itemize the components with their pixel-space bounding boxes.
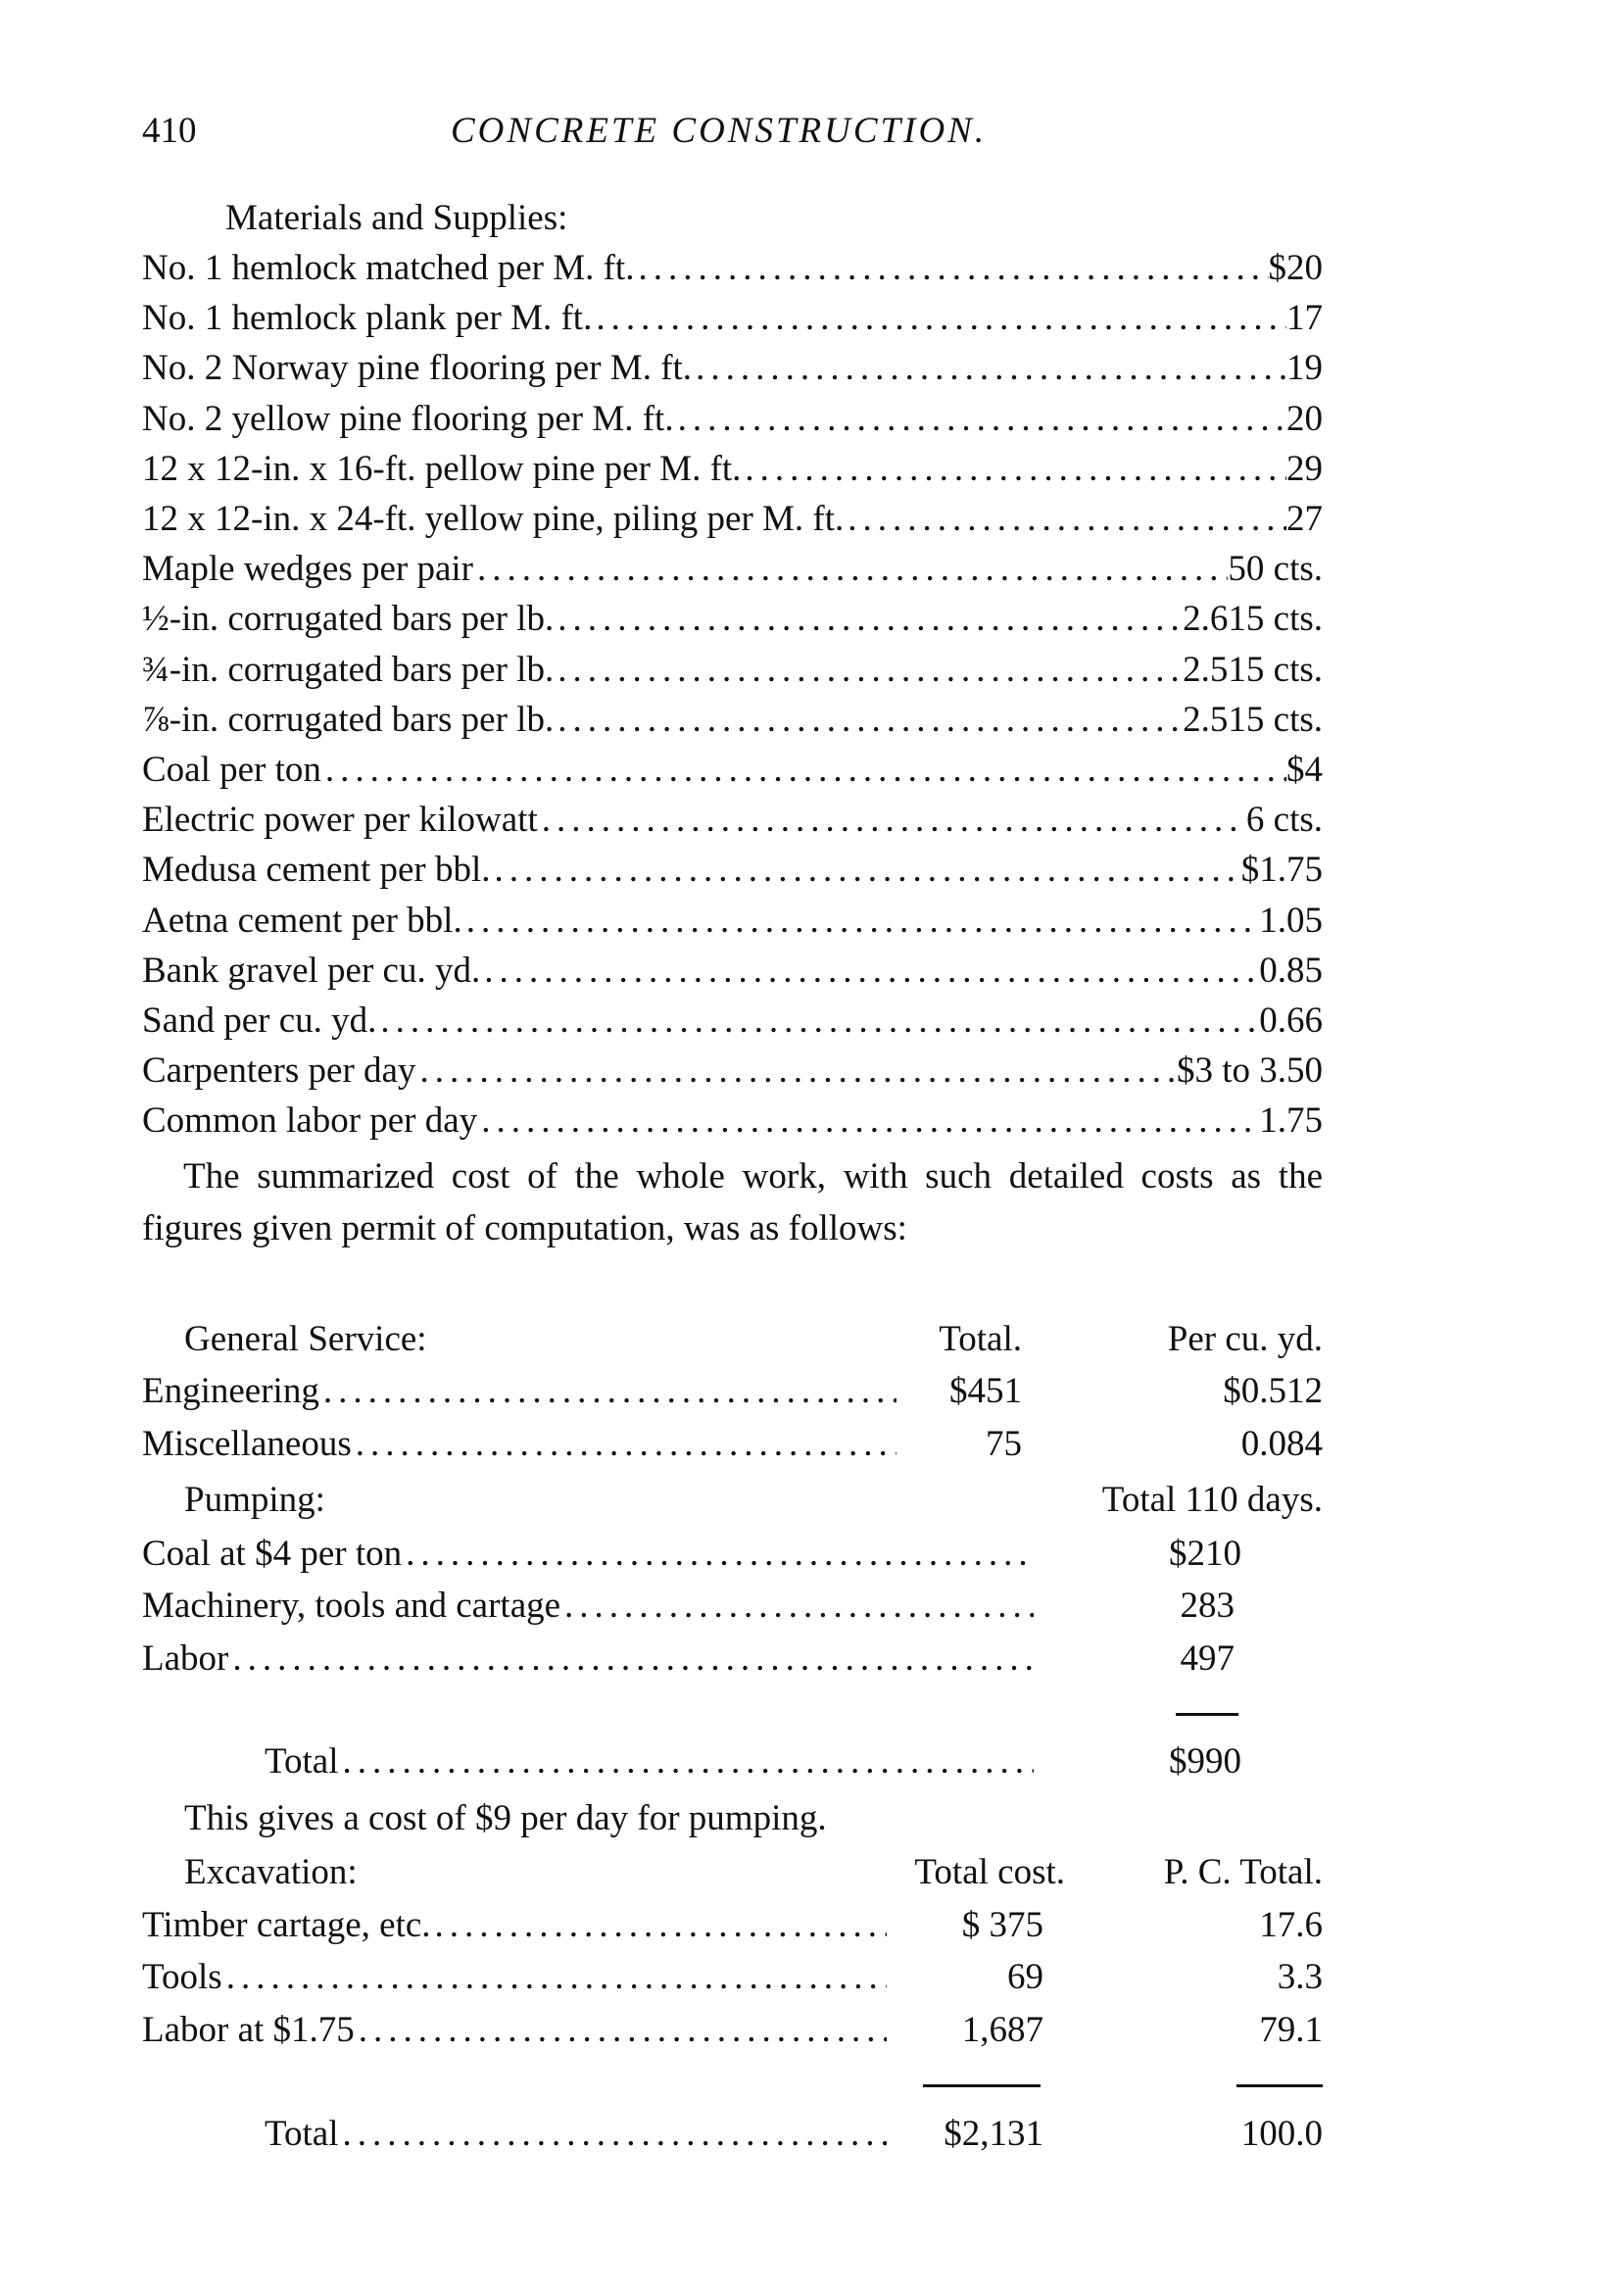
summary-paragraph: The summarized cost of the whole work, with such detailed costs as the figures given permit of computation, was as follows: bbox=[142, 1156, 1323, 1248]
item-label: Bank gravel per cu. yd. bbox=[142, 950, 481, 991]
material-item bbox=[142, 645, 1323, 696]
excavation-row bbox=[142, 2005, 887, 2056]
pumping-row bbox=[142, 1581, 1034, 1632]
item-label: Electric power per kilowatt bbox=[142, 800, 538, 841]
item-label: No. 1 hemlock plank per M. ft. bbox=[142, 298, 593, 339]
leader-dots bbox=[376, 996, 1259, 1047]
excavation-row bbox=[142, 1900, 887, 1951]
leader-dots bbox=[844, 494, 1286, 545]
excavation-row bbox=[142, 1952, 887, 2003]
row-label: Labor at $1.75 bbox=[142, 2010, 355, 2050]
leader-dots bbox=[473, 544, 1228, 595]
item-label: No. 1 hemlock matched per M. ft. bbox=[142, 248, 635, 288]
sum-rule bbox=[923, 2084, 1041, 2087]
item-label: Maple wedges per pair bbox=[142, 549, 474, 590]
item-price: 20 bbox=[1286, 398, 1323, 439]
excavation-pc-header: P. C. Total. bbox=[1163, 1852, 1323, 1892]
leader-dots bbox=[554, 695, 1183, 746]
material-item bbox=[142, 544, 1323, 595]
leader-dots bbox=[634, 243, 1268, 294]
leader-dots bbox=[339, 1736, 1035, 1787]
leader-dots bbox=[462, 896, 1260, 947]
general-total: $451 bbox=[949, 1371, 1022, 1411]
item-price: 2.615 cts. bbox=[1183, 599, 1323, 640]
item-price: 29 bbox=[1286, 448, 1323, 489]
general-total-header: Total. bbox=[939, 1319, 1022, 1359]
row-label: Tools bbox=[142, 1957, 222, 1997]
leader-dots bbox=[339, 2109, 888, 2160]
general-per-header: Per cu. yd. bbox=[1167, 1319, 1323, 1359]
leader-dots bbox=[554, 594, 1183, 645]
material-item bbox=[142, 494, 1323, 545]
excavation-pc: 3.3 bbox=[1277, 1957, 1323, 1997]
item-price: $3 to 3.50 bbox=[1176, 1050, 1323, 1092]
excavation-total: 1,687 bbox=[961, 2010, 1043, 2050]
leader-dots bbox=[491, 845, 1241, 896]
pumping-value: $210 bbox=[1169, 1534, 1241, 1574]
leader-dots bbox=[402, 1529, 1034, 1580]
leader-dots bbox=[477, 1096, 1259, 1147]
row-label: Labor bbox=[142, 1638, 229, 1679]
pumping-total: $990 bbox=[1169, 1741, 1241, 1782]
excavation-pc: 17.6 bbox=[1259, 1905, 1323, 1945]
material-item bbox=[142, 946, 1323, 997]
excavation-total-header: Total cost. bbox=[914, 1852, 1065, 1892]
item-label: 12 x 12-in. x 16-ft. pellow pine per M. ft. bbox=[142, 448, 742, 489]
general-row bbox=[142, 1419, 896, 1470]
row-label: Total bbox=[265, 2114, 339, 2154]
material-item bbox=[142, 745, 1323, 796]
excavation-total-row bbox=[265, 2109, 887, 2160]
excavation-total: $ 375 bbox=[961, 1905, 1043, 1945]
row-label: Machinery, tools and cartage bbox=[142, 1586, 561, 1626]
pumping-note: This gives a cost of $9 per day for pumping. bbox=[184, 1798, 827, 1838]
item-price: $1.75 bbox=[1240, 850, 1323, 891]
general-per: 0.084 bbox=[1240, 1424, 1323, 1464]
item-label: 12 x 12-in. x 24-ft. yellow pine, piling per M. ft. bbox=[142, 499, 845, 539]
row-label: Coal at $4 per ton bbox=[142, 1534, 403, 1574]
item-price: 27 bbox=[1286, 499, 1323, 539]
pumping-heading: Pumping: bbox=[184, 1480, 325, 1520]
pumping-row bbox=[142, 1529, 1034, 1580]
material-item bbox=[142, 795, 1323, 846]
leader-dots bbox=[692, 343, 1286, 394]
excavation-total: 69 bbox=[1007, 1957, 1043, 1997]
item-price: $4 bbox=[1286, 750, 1323, 790]
item-label: Sand per cu. yd. bbox=[142, 1001, 377, 1041]
item-price: 50 cts. bbox=[1228, 549, 1323, 590]
item-price: 0.85 bbox=[1259, 950, 1323, 991]
material-item bbox=[142, 1096, 1323, 1147]
item-price: 17 bbox=[1286, 298, 1323, 339]
leader-dots bbox=[352, 1419, 896, 1470]
leader-dots bbox=[415, 1046, 1177, 1097]
leader-dots bbox=[741, 444, 1286, 495]
material-item bbox=[142, 695, 1323, 746]
row-label: Total bbox=[265, 1741, 339, 1782]
excavation-heading: Excavation: bbox=[184, 1852, 358, 1892]
general-service-heading: General Service: bbox=[184, 1319, 427, 1359]
material-item bbox=[142, 996, 1323, 1047]
pumping-value: 497 bbox=[1180, 1638, 1235, 1679]
material-item bbox=[142, 394, 1323, 445]
sum-rule bbox=[1176, 1713, 1238, 1716]
item-label: ¾-in. corrugated bars per lb. bbox=[142, 649, 555, 690]
material-item bbox=[142, 293, 1323, 344]
leader-dots bbox=[222, 1952, 887, 2003]
materials-heading: Materials and Supplies: bbox=[225, 198, 568, 238]
excavation-grand-total: $2,131 bbox=[944, 2114, 1043, 2154]
material-item bbox=[142, 243, 1323, 294]
item-label: Aetna cement per bbl. bbox=[142, 900, 462, 941]
running-title: CONCRETE CONSTRUCTION. bbox=[451, 111, 988, 151]
pumping-row bbox=[142, 1634, 1034, 1685]
general-per: $0.512 bbox=[1223, 1371, 1323, 1411]
leader-dots bbox=[674, 394, 1286, 445]
item-price: 1.75 bbox=[1259, 1100, 1323, 1142]
item-label: Common labor per day bbox=[142, 1100, 478, 1142]
leader-dots bbox=[321, 745, 1286, 796]
material-item bbox=[142, 343, 1323, 394]
leader-dots bbox=[538, 795, 1246, 846]
leader-dots bbox=[592, 293, 1286, 344]
leader-dots bbox=[554, 645, 1183, 696]
item-price: 1.05 bbox=[1259, 900, 1323, 941]
leader-dots bbox=[480, 946, 1259, 997]
pumping-total-header: Total 110 days. bbox=[1101, 1480, 1323, 1520]
item-label: Carpenters per day bbox=[142, 1050, 416, 1092]
leader-dots bbox=[355, 2005, 887, 2056]
material-item bbox=[142, 896, 1323, 947]
item-label: No. 2 Norway pine flooring per M. ft. bbox=[142, 348, 693, 389]
material-item bbox=[142, 444, 1323, 495]
material-item bbox=[142, 845, 1323, 896]
item-label: Medusa cement per bbl. bbox=[142, 850, 491, 891]
excavation-pc: 79.1 bbox=[1259, 2010, 1323, 2050]
page-number: 410 bbox=[142, 111, 197, 151]
general-total: 75 bbox=[986, 1424, 1022, 1464]
item-price: $20 bbox=[1268, 248, 1323, 288]
item-price: 6 cts. bbox=[1245, 800, 1323, 841]
pumping-value: 283 bbox=[1180, 1586, 1235, 1626]
item-price: 19 bbox=[1286, 348, 1323, 389]
pumping-total-row bbox=[265, 1736, 1034, 1787]
item-price: 0.66 bbox=[1259, 1001, 1323, 1041]
item-label: ⅞-in. corrugated bars per lb. bbox=[142, 699, 555, 740]
item-label: Coal per ton bbox=[142, 750, 321, 790]
item-price: 2.515 cts. bbox=[1183, 649, 1323, 690]
excavation-pc-total: 100.0 bbox=[1240, 2114, 1323, 2154]
row-label: Timber cartage, etc. bbox=[142, 1905, 431, 1945]
leader-dots bbox=[228, 1634, 1034, 1685]
leader-dots bbox=[431, 1900, 887, 1951]
item-label: No. 2 yellow pine flooring per M. ft. bbox=[142, 398, 674, 439]
leader-dots bbox=[319, 1366, 896, 1417]
row-label: Engineering bbox=[142, 1371, 319, 1411]
general-row bbox=[142, 1366, 896, 1417]
material-item bbox=[142, 1046, 1323, 1097]
item-price: 2.515 cts. bbox=[1183, 699, 1323, 740]
item-label: ½-in. corrugated bars per lb. bbox=[142, 599, 555, 640]
sum-rule bbox=[1236, 2084, 1323, 2087]
leader-dots bbox=[560, 1581, 1034, 1632]
material-item bbox=[142, 594, 1323, 645]
row-label: Miscellaneous bbox=[142, 1424, 352, 1464]
